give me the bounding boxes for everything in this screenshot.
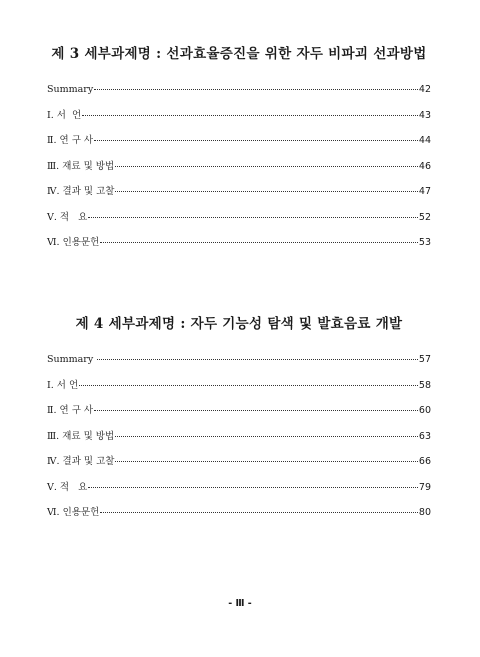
toc-entry-label: Summary [47,84,94,95]
toc-entry-label: Ⅲ. 재료 및 방법 [47,160,115,172]
page-number-footer: - Ⅲ - [228,598,252,609]
dot-leader [88,487,418,488]
toc-entry-page: 80 [418,507,431,518]
dot-leader [97,359,418,360]
section-title: 제 4 세부과제명 : 자두 기능성 탐색 및 발효음료 개발 [75,316,403,332]
toc-entry-label: Ⅱ. 연 구 사 [47,405,94,416]
toc-entry-page: 60 [418,405,431,416]
toc-entry-page: 63 [418,430,431,442]
toc-entry[interactable] [47,456,431,482]
section-title: 제 3 세부과제명 : 선과효율증진을 위한 자두 비파괴 선과방법 [51,46,427,62]
dot-leader [82,115,418,116]
toc-entry-page: 44 [418,135,431,146]
toc-entry-page: 66 [418,456,431,467]
toc-entry-label: Ⅴ. 적 요 [47,481,88,493]
toc-entry-page: 46 [418,160,431,172]
dot-leader [94,410,418,411]
toc-entry[interactable] [47,237,431,263]
toc-entry-page: 52 [418,211,431,223]
toc-entry-label: Ⅵ. 인용문헌 [47,507,100,518]
toc-entry-page: 79 [418,481,431,493]
toc-section-4 [47,312,431,533]
toc-entry-label: Ⅴ. 적 요 [47,211,88,223]
toc-entry-page: 57 [418,354,431,365]
toc-entry[interactable] [47,405,431,431]
toc-entry-label: Ⅰ. 서 언 [47,109,82,121]
toc-entry[interactable] [47,110,431,136]
toc-entry[interactable] [47,507,431,533]
dot-leader [115,461,417,462]
toc-entry[interactable] [47,354,431,380]
toc-entry-page: 42 [418,84,431,95]
toc-entry-page: 43 [418,109,431,121]
dot-leader [100,512,418,513]
toc-entry[interactable] [47,186,431,212]
toc-entry[interactable] [47,482,431,508]
toc-entry[interactable] [47,431,431,457]
toc-entry-label: Ⅰ. 서 언 [47,379,79,391]
dot-leader [115,191,417,192]
toc-entry-label: Summary [47,354,97,365]
toc-entry-label: Ⅳ. 결과 및 고찰 [47,186,115,197]
toc-entry-page: 53 [418,237,431,248]
dot-leader [115,166,418,167]
toc-entry-label: Ⅳ. 결과 및 고찰 [47,456,115,467]
toc-entry-label: Ⅲ. 재료 및 방법 [47,430,115,442]
toc-entry-page: 47 [418,186,431,197]
toc-entry[interactable] [47,135,431,161]
dot-leader [88,217,418,218]
toc-entry-page: 58 [418,379,431,391]
toc-entry-label: Ⅱ. 연 구 사 [47,135,94,146]
toc-entry[interactable] [47,380,431,406]
toc-entry[interactable] [47,84,431,110]
dot-leader [115,436,418,437]
toc-section-3 [47,42,431,263]
dot-leader [100,242,418,243]
toc-entry[interactable] [47,161,431,187]
toc-entry[interactable] [47,212,431,238]
toc-entry-label: Ⅵ. 인용문헌 [47,237,100,248]
dot-leader [94,140,418,141]
dot-leader [94,89,418,90]
dot-leader [79,385,418,386]
